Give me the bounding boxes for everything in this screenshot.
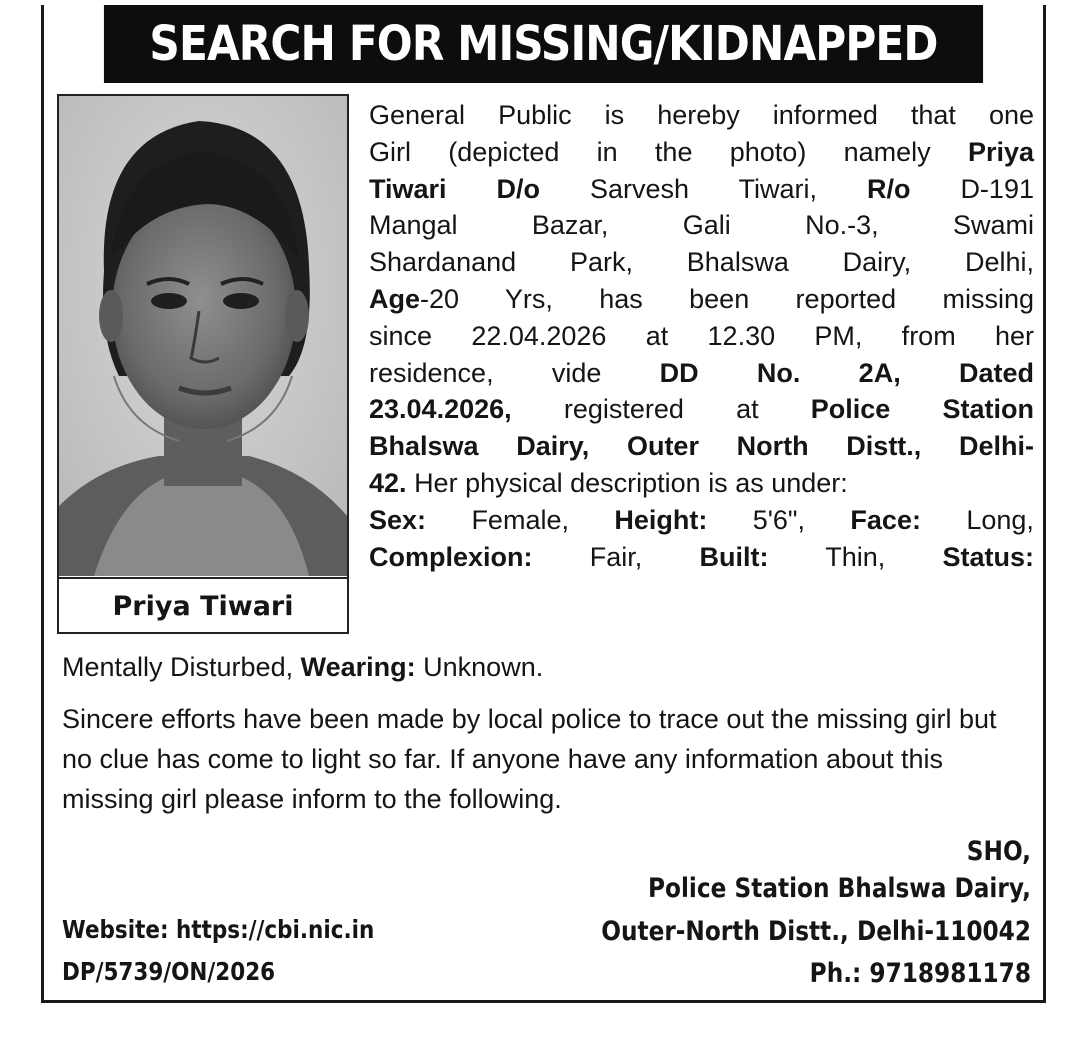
notice-line: residence, vide DD No. 2A, Dated (369, 357, 1034, 388)
description-line: Complexion: Fair, Built: Thin, Status: (369, 541, 1034, 572)
notice-line: Bhalswa Dairy, Outer North Distt., Delhi- (369, 431, 1034, 462)
contact-phone: Ph.: 9718981178 (809, 958, 1031, 989)
website-link[interactable]: Website: https://cbi.nic.in (62, 915, 375, 944)
notice-line: Girl (depicted in the photo) namely Priya (369, 136, 1034, 167)
contact-station: Police Station Bhalswa Dairy, (648, 873, 1031, 904)
notice-line: Age-20 Yrs, has been reported missing (369, 283, 1034, 314)
notice-reference: DP/5739/ON/2026 (62, 957, 276, 986)
notice-line: General Public is hereby informed that one (369, 100, 1034, 130)
notice-line: 23.04.2026, registered at Police Station (369, 394, 1034, 425)
notice-title: SEARCH FOR MISSING/KIDNAPPED (104, 5, 983, 83)
notice-line: Tiwari D/o Sarvesh Tiwari, R/o D-191 (369, 173, 1034, 204)
description-line: Sex: Female, Height: 5'6", Face: Long, (369, 504, 1034, 535)
notice-line: Shardanand Park, Bhalswa Dairy, Delhi, (369, 247, 1034, 278)
missing-person-photo (59, 96, 347, 576)
notice-body (369, 97, 1034, 575)
photo-caption: Priya Tiwari (59, 577, 347, 632)
notice-line: since 22.04.2026 at 12.30 PM, from her (369, 320, 1034, 351)
missing-person-notice (41, 5, 1046, 1003)
notice-line: 42. Her physical description is as under: (369, 467, 848, 498)
contact-district: Outer-North Distt., Delhi-110042 (601, 916, 1031, 947)
photo-frame (57, 94, 349, 634)
description-line: Mentally Disturbed, Wearing: Unknown. (62, 652, 544, 682)
notice-line: Mangal Bazar, Gali No.-3, Swami (369, 210, 1034, 241)
contact-title: SHO, (966, 836, 1031, 867)
appeal-paragraph: Sincere efforts have been made by local police to trace out the missing girl but no clue has come to light so far. If anyone have any information about this missing girl please inform to the following. (62, 704, 997, 814)
